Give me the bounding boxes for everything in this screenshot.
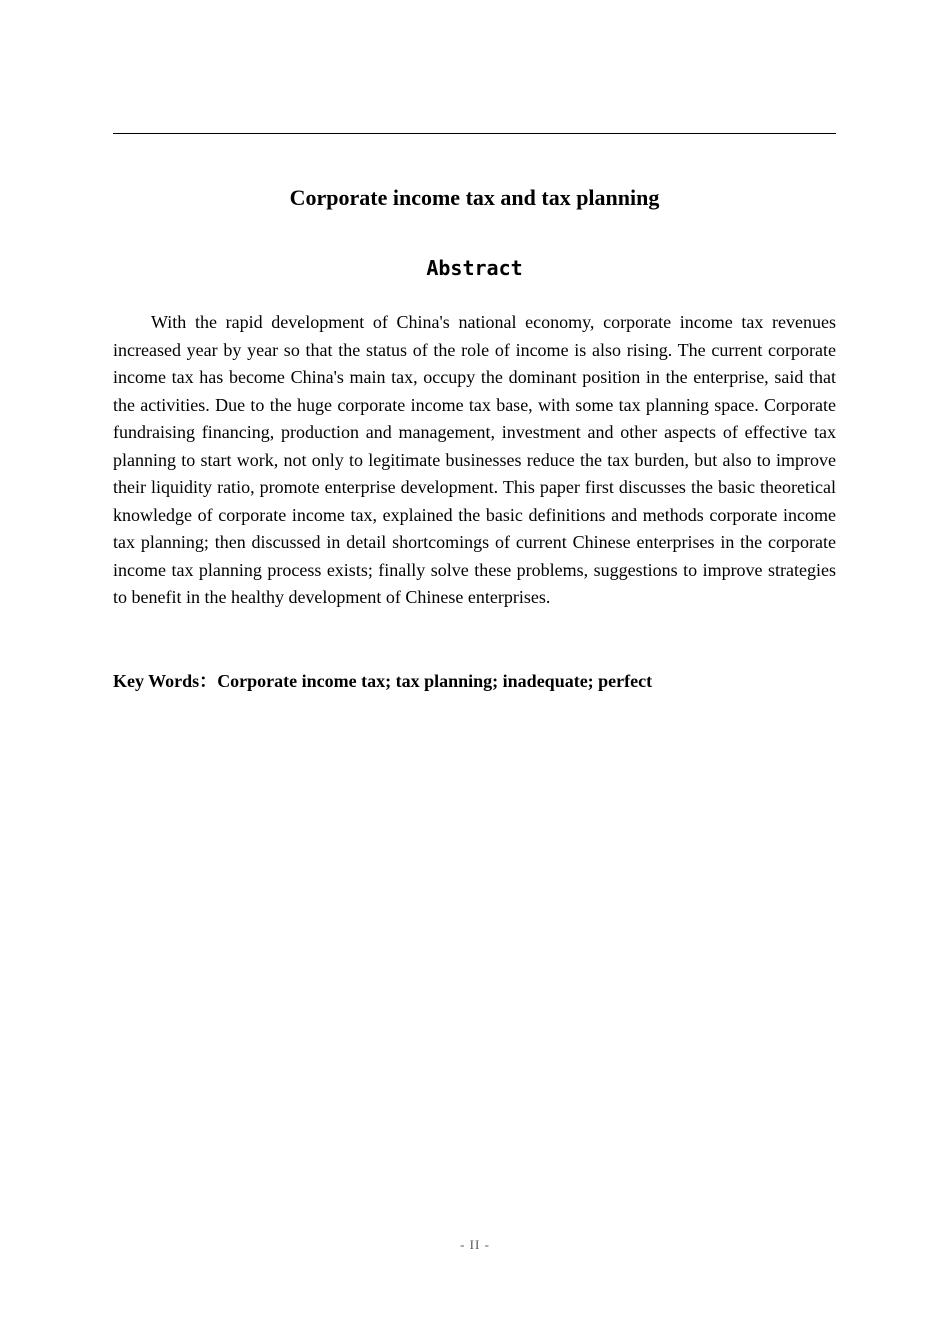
keywords-line: [113, 668, 836, 694]
abstract-paragraph: With the rapid development of China's national economy, corporate income tax revenues increased year by year so that the status of the role of income is also rising. The current corporate income tax has become China's main tax, occupy the dominant position in the enterprise, said that the activities. Due to the huge corporate income tax base, with some tax planning space. Corporate fundraising financing, production and management, investment and other aspects of effective tax planning to start work, not only to legitimate businesses reduce the tax burden, but also to improve their liquidity ratio, promote enterprise development. This paper first discusses the basic theoretical knowledge of corporate income tax, explained the basic definitions and methods corporate income tax planning; then discussed in detail shortcomings of current Chinese enterprises in the corporate income tax planning process exists; finally solve these problems, suggestions to improve strategies to benefit in the healthy development of Chinese enterprises.: [113, 312, 836, 607]
document-title: Corporate income tax and tax planning: [289, 185, 660, 210]
header-rule: [113, 133, 836, 134]
keywords-label: Key Words：: [113, 671, 218, 691]
page-number: - II -: [460, 1237, 490, 1252]
keywords-text: Corporate income tax; tax planning; inadequate; perfect: [217, 671, 653, 691]
abstract-heading: Abstract: [426, 256, 523, 280]
